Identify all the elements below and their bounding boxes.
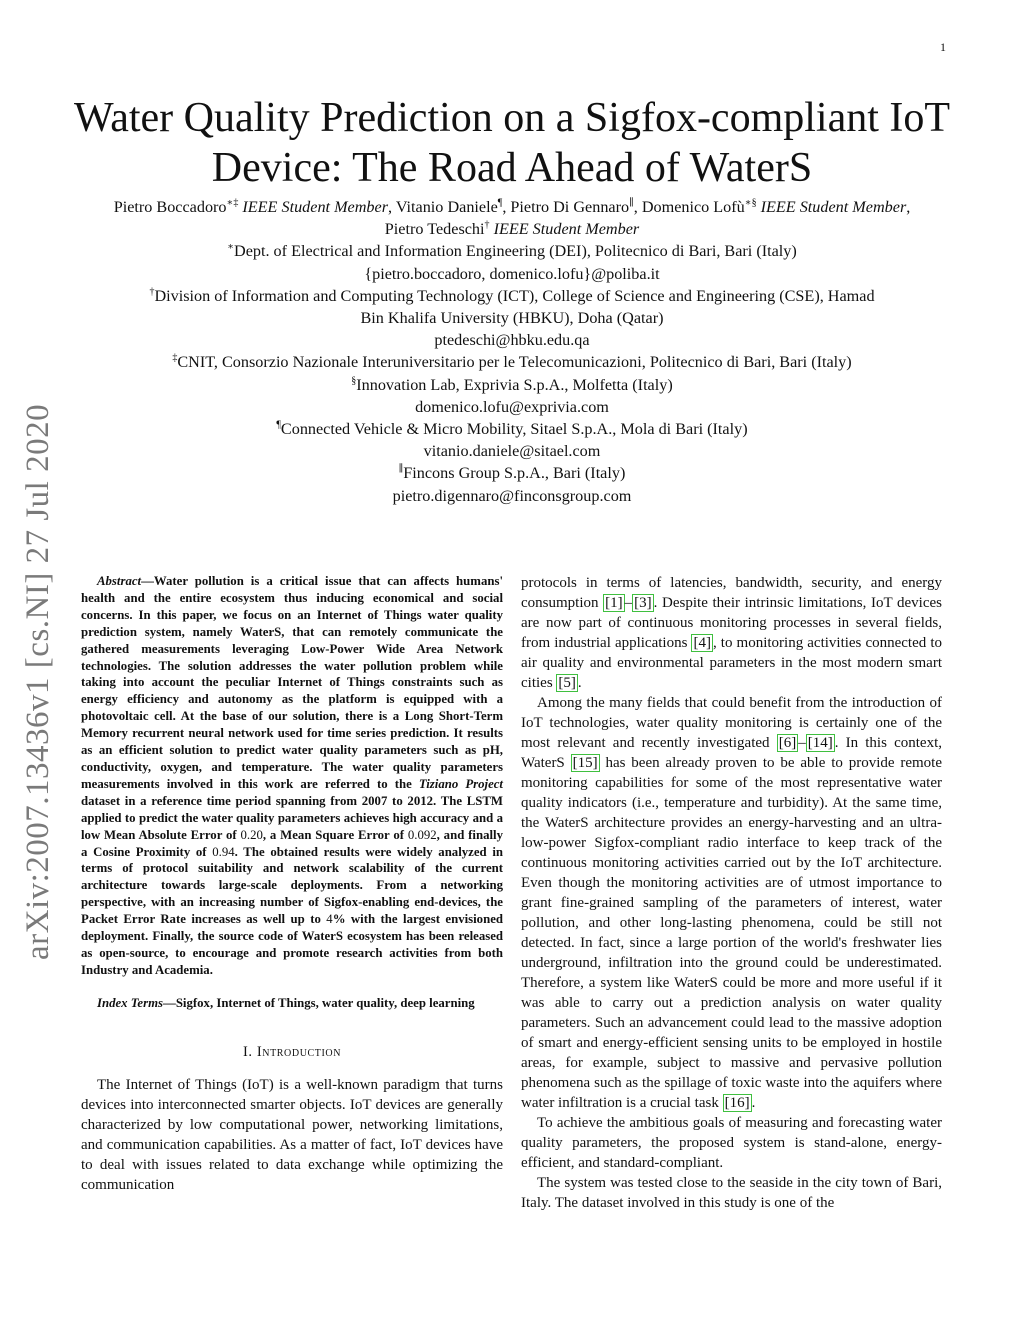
abstract-mae-value: 0.20 [240, 827, 263, 842]
title-line-2: Device: The Road Ahead of WaterS [211, 145, 813, 191]
abstract-text: , a Mean Square Error of [262, 827, 408, 842]
citation-link[interactable]: [3] [634, 595, 652, 611]
page-number: 1 [940, 40, 946, 54]
abstract-text: , and finally a Cosine Proximity of [81, 827, 503, 859]
author-3: , Pietro Di Gennaro [502, 198, 630, 216]
author-5-marker: † [484, 219, 490, 231]
affiliation-marker: ¶ [276, 419, 281, 431]
member-label: IEEE Student Member [493, 220, 640, 239]
affiliation-ict-line2: Bin Khalifa University (HBKU), Doha (Qatar) [360, 309, 664, 328]
author-2-marker: ¶ [497, 197, 503, 209]
affiliation-ict [60, 285, 964, 307]
affiliation-text: Innovation Lab, Exprivia S.p.A., Molfetta (Italy) [356, 375, 673, 394]
author-1: Pietro Boccadoro [113, 198, 227, 216]
affiliation-sitael [60, 418, 964, 440]
author-1-marker: ∗‡ [226, 197, 239, 209]
email-exprivia: domenico.lofu@exprivia.com [415, 397, 609, 416]
paragraph-text: protocols in terms of latencies, bandwidth, security, and energy consumption [521, 575, 942, 611]
author-list [102, 196, 922, 240]
section-heading: I. Introduction [242, 1043, 342, 1060]
paragraph-text: – [624, 595, 633, 611]
email-ict: ptedeschi@hbku.edu.qa [434, 331, 590, 350]
paragraph [521, 693, 942, 1113]
abstract-text: . The obtained results were widely analyzed in terms of protocol suitability and network scalability of the current architecture towards large-scale deployments. From a networking perspective, with an increasing number of Sigfox-enabling end-devices, the Packet Error Rate increases as well up to [81, 844, 503, 927]
paragraph [521, 573, 942, 693]
affiliation-text: Dept. of Electrical and Information Engineering (DEI), Politecnico di Bari, Bari (Italy) [234, 242, 797, 261]
citation-link[interactable]: [5] [558, 675, 576, 691]
affiliation-dei [60, 240, 964, 262]
author-4-marker: ∗§ [744, 197, 757, 209]
affiliation-marker: § [351, 375, 357, 387]
paragraph-text: , to monitoring activities connected to air quality and environmental parameters in the most modern smart cities [521, 635, 942, 691]
email-dei: {pietro.boccadoro, domenico.lofu}@poliba.it [364, 264, 660, 283]
abstract [81, 573, 503, 979]
affiliation-text: Division of Information and Computing Technology (ICT), College of Science and Engineering (CSE), Hamad [154, 286, 875, 305]
email-sitael: vitanio.daniele@sitael.com [423, 442, 601, 461]
index-terms-text: Sigfox, Internet of Things, water quality, deep learning [175, 995, 475, 1010]
paragraph-text: . [751, 1095, 756, 1111]
citation-link[interactable]: [15] [572, 755, 598, 771]
right-column [521, 573, 942, 1213]
paragraph-text: Among the many fields that could benefit from the introduction of IoT technologies, water quality monitoring is certainly one of the most relevant and recently investigated [521, 695, 942, 751]
citation-link[interactable]: [6] [778, 735, 797, 751]
abstract-text: dataset in a reference time period spanning from 2007 to 2012. The LSTM applied to predict the water quality parameters achieves high accuracy and a low Mean Absolute Error of [81, 793, 503, 842]
affiliation-marker: ∗ [227, 242, 234, 254]
abstract-mse-value: 0.092 [407, 827, 437, 842]
paper-title [60, 93, 964, 193]
affiliation-marker: ∥ [398, 464, 404, 476]
abstract-text: % with the largest envisioned deployment. Finally, the source code of WaterS ecosystem has been released as open-source, to encourage and promote research activities from both Industry and Academia. [81, 912, 503, 977]
abstract-dataset-name: Tiziano Project [418, 776, 503, 791]
intro-paragraph: The Internet of Things (IoT) is a well-known paradigm that turns devices into interconnected smarter objects. IoT devices are generally characterized by low computational power, networking limitations, and communication capabilities. As a matter of fact, IoT devices have to deal with issues related to data exchange while optimizing the communication [81, 1076, 503, 1193]
member-label: IEEE Student Member [242, 198, 389, 216]
abstract-dash: — [141, 574, 154, 588]
affiliation-marker: ‡ [172, 353, 178, 365]
email-fincons: pietro.digennaro@finconsgroup.com [392, 486, 632, 505]
affiliation-text: Connected Vehicle & Micro Mobility, Sitael S.p.A., Mola di Bari (Italy) [280, 420, 748, 439]
abstract-cosine-value: 0.94 [212, 844, 235, 859]
paragraph-text: has been already proven to be able to provide remote monitoring capabilities for some of the most representative water quality indicators (i.e., temperature and turbidity). At the same time, the WaterS architecture provides an energy-harvesting and an ultra-low-power Sigfox-compliant radio interface to keep track of the continuous monitoring activities carried out by the IoT architecture. Even though the monitoring activities are of utmost importance to grant fine-grained sampling of the parameters of interest, water pollution, and other long-lasting phenomena, could be still not detected. In fact, since a large portion of the world's freshwater lies underground, infiltration into the ground could be underestimated. Therefore, a system like WaterS could be more and more useful if it was able to carry out a prediction analysis on water quality parameters. Such an advancement could lead to the massive adoption of smart and energy-efficient sensing units to be employed in hostile areas, for example, subject to massive and pervasive pollution phenomena such as the spillage of toxic waste into the aquifers where water infiltration is a crucial task [521, 755, 943, 1111]
affiliation-cnit [60, 351, 964, 373]
index-terms-dash: — [163, 995, 176, 1010]
paragraph-text: . Despite their intrinsic limitations, IoT devices are now part of continuous monitoring processes in several fields, from industrial applications [521, 595, 942, 651]
author-4: , Domenico Lofù [633, 198, 745, 216]
affiliation-text: CNIT, Consorzio Nazionale Interuniversitario per le Telecomunicazioni, Politecnico di Bari, Bari (Italy) [177, 353, 852, 372]
affiliation-marker: † [149, 286, 155, 298]
index-terms [81, 995, 503, 1012]
abstract-per-value: 4 [326, 912, 333, 927]
author-3-marker: ∥ [629, 197, 634, 209]
author-block [60, 196, 964, 507]
citation-link[interactable]: [16] [724, 1095, 750, 1111]
affiliation-fincons [60, 462, 964, 484]
title-line-1: Water Quality Prediction on a Sigfox-compliant IoT [73, 95, 951, 141]
citation-link[interactable]: [14] [807, 735, 833, 751]
abstract-text: Water pollution is a critical issue that can affects humans' health and the entire ecosystem thus inducing economical and social concerns. In this paper, we focus on an Internet of Things water quality prediction system, namely WaterS, that can remotely communicate the gathered measurements leveraging Low-Power Wide Area Network technologies. The solution addresses the water pollution problem while taking into account the peculiar Internet of Things constraints such as energy efficiency and autonomy as the platform is equipped with a photovoltaic cell. At the base of our solution, there is a Long Short-Term Memory recurrent neural network used for time series prediction. It results as an efficient solution to predict water quality parameters such as pH, conductivity, oxygen, and temperature. The water quality parameters measurements involved in this work are referred to the [81, 574, 503, 791]
author-5: , Pietro Tedeschi [384, 198, 911, 239]
paragraph-text: – [798, 735, 806, 751]
paragraph: To achieve the ambitious goals of measuring and forecasting water quality parameters, the proposed system is stand-alone, energy-efficient, and standard-compliant. [521, 1115, 942, 1171]
citation-link[interactable]: [1] [605, 595, 623, 611]
paragraph-text: . In this context, WaterS [521, 735, 942, 771]
left-column [81, 573, 503, 1195]
paragraph: The system was tested close to the seaside in the city town of Bari, Italy. The dataset involved in this study is one of the [521, 1175, 942, 1211]
arxiv-identifier: arXiv:2007.13436v1 [cs.NI] 27 Jul 2020 [20, 403, 56, 960]
citation-link[interactable]: [4] [693, 635, 711, 651]
index-terms-label: Index Terms [97, 995, 164, 1010]
affiliation-text: Fincons Group S.p.A., Bari (Italy) [403, 464, 626, 483]
paragraph-text: . [577, 675, 582, 691]
abstract-label: Abstract [97, 574, 142, 588]
author-2: , Vitanio Daniele [388, 198, 498, 216]
member-label: IEEE Student Member [760, 198, 907, 216]
affiliation-exprivia [60, 374, 964, 396]
